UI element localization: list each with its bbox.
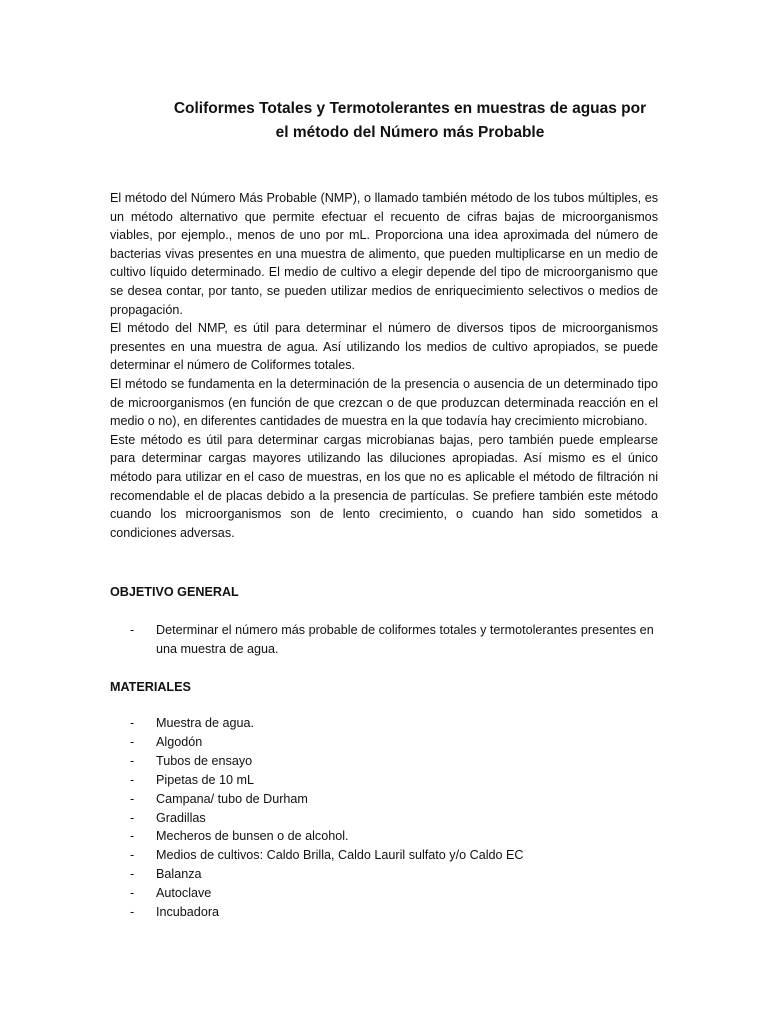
material-item-text: Mecheros de bunsen o de alcohol. xyxy=(156,829,349,844)
list-item xyxy=(110,771,658,790)
list-item xyxy=(110,809,658,828)
material-item-text: Medios de cultivos: Caldo Brilla, Caldo Lauril sulfato y/o Caldo EC xyxy=(156,848,524,863)
materials-heading: MATERIALES xyxy=(110,680,191,694)
material-item-text: Gradillas xyxy=(156,810,206,825)
document-title xyxy=(150,97,670,145)
bullet-dash: - xyxy=(130,734,135,749)
bullet-dash: - xyxy=(130,753,135,768)
list-item xyxy=(110,733,658,752)
list-item xyxy=(110,827,658,846)
material-item-text: Tubos de ensayo xyxy=(156,753,253,768)
title-line-1: Coliformes Totales y Termotolerantes en muestras de aguas por xyxy=(173,100,647,117)
bullet-dash: - xyxy=(130,716,135,730)
material-item-text: Autoclave xyxy=(156,886,212,901)
paragraph-nmp-utility: El método del NMP, es útil para determinar el número de diversos tipos de microorganismos presentes en una muestra de agua. Así utilizando los medios de cultivo apropiados, se puede determinar el número de Coliformes totales. xyxy=(110,321,658,373)
list-item xyxy=(110,714,658,733)
paragraph-nmp-basis: El método se fundamenta en la determinación de la presencia o ausencia de un determinado tipo de microorganismos (en función de que crezcan o de que produzcan determinada reacción en el medio o no), en diferentes cantidades de muestra en la que todavía hay crecimiento microbiano. xyxy=(110,376,658,429)
list-item xyxy=(110,752,658,771)
title-line-2: el método del Número más Probable xyxy=(275,124,545,141)
material-item-text: Campana/ tubo de Durham xyxy=(156,791,308,806)
material-item-text: Algodón xyxy=(156,734,203,749)
material-item-text: Muestra de agua. xyxy=(156,716,255,730)
list-item xyxy=(110,790,658,809)
materials-list xyxy=(110,714,658,922)
objective-list xyxy=(110,621,658,659)
objective-heading: OBJETIVO GENERAL xyxy=(110,585,239,599)
list-item xyxy=(110,865,658,884)
list-item xyxy=(110,884,658,903)
bullet-dash: - xyxy=(130,905,135,920)
bullet-dash: - xyxy=(130,867,135,882)
list-item xyxy=(110,621,658,659)
material-item-text: Balanza xyxy=(156,867,202,882)
bullet-dash: - xyxy=(130,810,135,825)
material-item-text: Pipetas de 10 mL xyxy=(156,772,255,787)
bullet-dash: - xyxy=(130,791,135,806)
paragraph-nmp-definition: El método del Número Más Probable (NMP), o llamado también método de los tubos múltiples, es un método alternativo que permite efectuar el recuento de cifras bajas de microorganismos viables, por ejemplo., menos de uno por mL. Proporciona una idea aproximada del número de bacterias vivas presentes en una muestra de alimento, que pueden multiplicarse en un medio de cultivo líquido determinado. El medio de cultivo a elegir depende del tipo de microorganismo que se desea contar, por tanto, se pueden utilizar medios de enriquecimiento selectivos o medios de propagación. xyxy=(110,191,658,317)
bullet-dash: - xyxy=(130,848,135,863)
bullet-dash: - xyxy=(130,623,135,637)
intro-text xyxy=(110,189,658,542)
bullet-dash: - xyxy=(130,886,135,901)
bullet-dash: - xyxy=(130,829,135,844)
list-item xyxy=(110,903,658,922)
material-item-text: Incubadora xyxy=(156,905,220,920)
bullet-dash: - xyxy=(130,772,135,787)
paragraph-nmp-applications: Este método es útil para determinar cargas microbianas bajas, pero también puede emplearse para determinar cargas mayores utilizando las diluciones apropiadas. Así mismo es el único método para utilizar en el caso de muestras, en los que no es aplicable el método de filtración ni recomendable el de placas debido a la presencia de partículas. Se prefiere también este método cuando los microorganismos son de lento crecimiento, o cuando han sido sometidos a condiciones adversas. xyxy=(110,432,658,540)
objective-item-text: Determinar el número más probable de coliformes totales y termotolerantes presentes en una muestra de agua. xyxy=(156,623,654,656)
list-item xyxy=(110,846,658,865)
